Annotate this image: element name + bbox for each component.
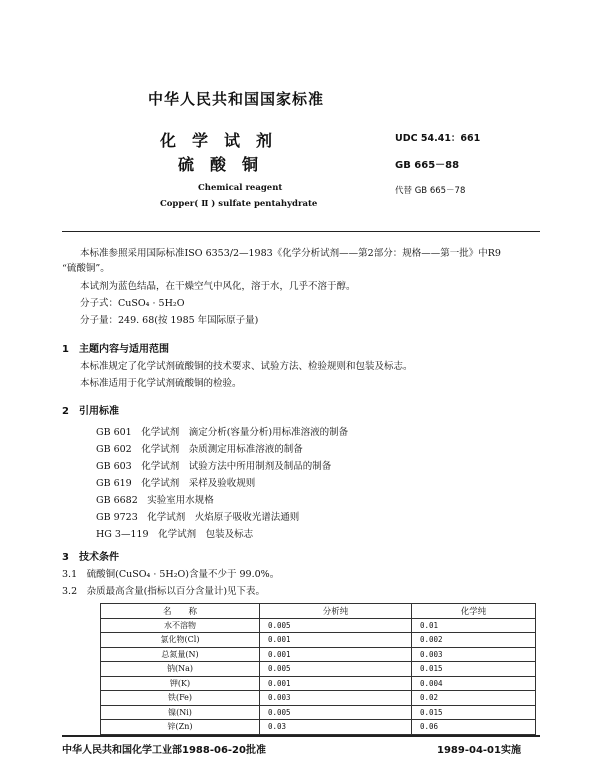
cell-cp: 0.01 <box>412 618 536 633</box>
reference-gb6682: GB 6682 实验室用水规格 <box>96 495 214 506</box>
cell-name: 铁(Fe) <box>101 691 260 706</box>
cell-name: 锌(Zn) <box>101 720 260 735</box>
effective-date: 1989-04-01实施 <box>437 745 521 756</box>
molecular-formula: 分子式：CuSO₄ · 5H₂O <box>80 298 185 309</box>
table-row <box>101 662 536 677</box>
table-row <box>101 618 536 633</box>
reference-gb619: GB 619 化学试剂 采样及验收规则 <box>96 478 256 489</box>
clause-3-1: 3.1 硫酸铜(CuSO₄ · 5H₂O)含量不少于 99.0%。 <box>62 569 280 580</box>
english-title-line1: Chemical reagent <box>198 183 283 193</box>
molecular-mass: 分子量：249. 68(按 1985 年国际原子量) <box>80 315 259 326</box>
table-row <box>101 720 536 735</box>
approval-note: 中华人民共和国化学工业部1988-06-20批准 <box>62 745 266 756</box>
intro-paragraph-2: 本试剂为蓝色结晶，在干燥空气中风化，溶于水，几乎不溶于醇。 <box>80 281 356 292</box>
cell-cp: 0.02 <box>412 691 536 706</box>
cell-ar: 0.03 <box>260 720 412 735</box>
reference-gb602: GB 602 化学试剂 杂质测定用标准溶液的制备 <box>96 444 303 455</box>
reference-gb601: GB 601 化学试剂 滴定分析(容量分析)用标准溶液的制备 <box>96 427 349 438</box>
section-1-paragraph-2: 本标准适用于化学试剂硫酸铜的检验。 <box>80 378 242 389</box>
table-row <box>101 633 536 648</box>
subject-title-line1: 化 学 试 剂 <box>160 131 273 150</box>
reference-gb9723: GB 9723 化学试剂 火焰原子吸收光谱法通则 <box>96 512 300 523</box>
cell-ar: 0.005 <box>260 662 412 677</box>
impurity-table <box>100 603 536 735</box>
cell-cp: 0.003 <box>412 647 536 662</box>
table-row <box>101 691 536 706</box>
section-3-heading: 3 技术条件 <box>62 552 119 563</box>
standard-title: 中华人民共和国国家标准 <box>148 90 325 108</box>
replaces-note: 代替 GB 665－78 <box>395 186 466 196</box>
subject-title-line2: 硫 酸 铜 <box>178 155 259 174</box>
cell-ar: 0.005 <box>260 618 412 633</box>
intro-paragraph-1b: “硫酸铜”。 <box>62 263 110 274</box>
intro-paragraph-1a: 本标准参照采用国际标准ISO 6353/2—1983《化学分析试剂——第2部分：规格——第一批》中R9 <box>80 248 501 259</box>
table-row <box>101 705 536 720</box>
cell-cp: 0.002 <box>412 633 536 648</box>
table-row <box>101 676 536 691</box>
cell-name: 总氮量(N) <box>101 647 260 662</box>
cell-cp: 0.06 <box>412 720 536 735</box>
cell-name: 氯化物(Cl) <box>101 633 260 648</box>
cell-ar: 0.005 <box>260 705 412 720</box>
cell-cp: 0.015 <box>412 662 536 677</box>
cell-name: 钠(Na) <box>101 662 260 677</box>
header-divider <box>62 231 540 232</box>
cell-ar: 0.001 <box>260 647 412 662</box>
section-1-heading: 1 主题内容与适用范围 <box>62 344 169 355</box>
english-title-line2: Copper( Ⅱ ) sulfate pentahydrate <box>160 199 318 209</box>
cell-cp: 0.015 <box>412 705 536 720</box>
cell-ar: 0.001 <box>260 676 412 691</box>
column-header-name: 名 称 <box>101 604 260 619</box>
reference-gb603: GB 603 化学试剂 试验方法中所用制剂及制品的制备 <box>96 461 332 472</box>
cell-ar: 0.001 <box>260 633 412 648</box>
cell-cp: 0.004 <box>412 676 536 691</box>
gb-number: GB 665－88 <box>395 160 460 171</box>
reference-hg3-119: HG 3—119 化学试剂 包装及标志 <box>96 529 254 540</box>
table-row <box>101 647 536 662</box>
table-header-row <box>101 604 536 619</box>
cell-name: 镍(Ni) <box>101 705 260 720</box>
footer-divider <box>62 735 540 737</box>
cell-ar: 0.003 <box>260 691 412 706</box>
cell-name: 钾(K) <box>101 676 260 691</box>
udc-code: UDC 54.41：661 <box>395 133 481 144</box>
column-header-cp: 化学纯 <box>412 604 536 619</box>
cell-name: 水不溶物 <box>101 618 260 633</box>
section-2-heading: 2 引用标准 <box>62 406 119 417</box>
clause-3-2: 3.2 杂质最高含量(指标以百分含量计)见下表。 <box>62 586 266 597</box>
section-1-paragraph-1: 本标准规定了化学试剂硫酸铜的技术要求、试验方法、检验规则和包装及标志。 <box>80 361 413 372</box>
column-header-ar: 分析纯 <box>260 604 412 619</box>
